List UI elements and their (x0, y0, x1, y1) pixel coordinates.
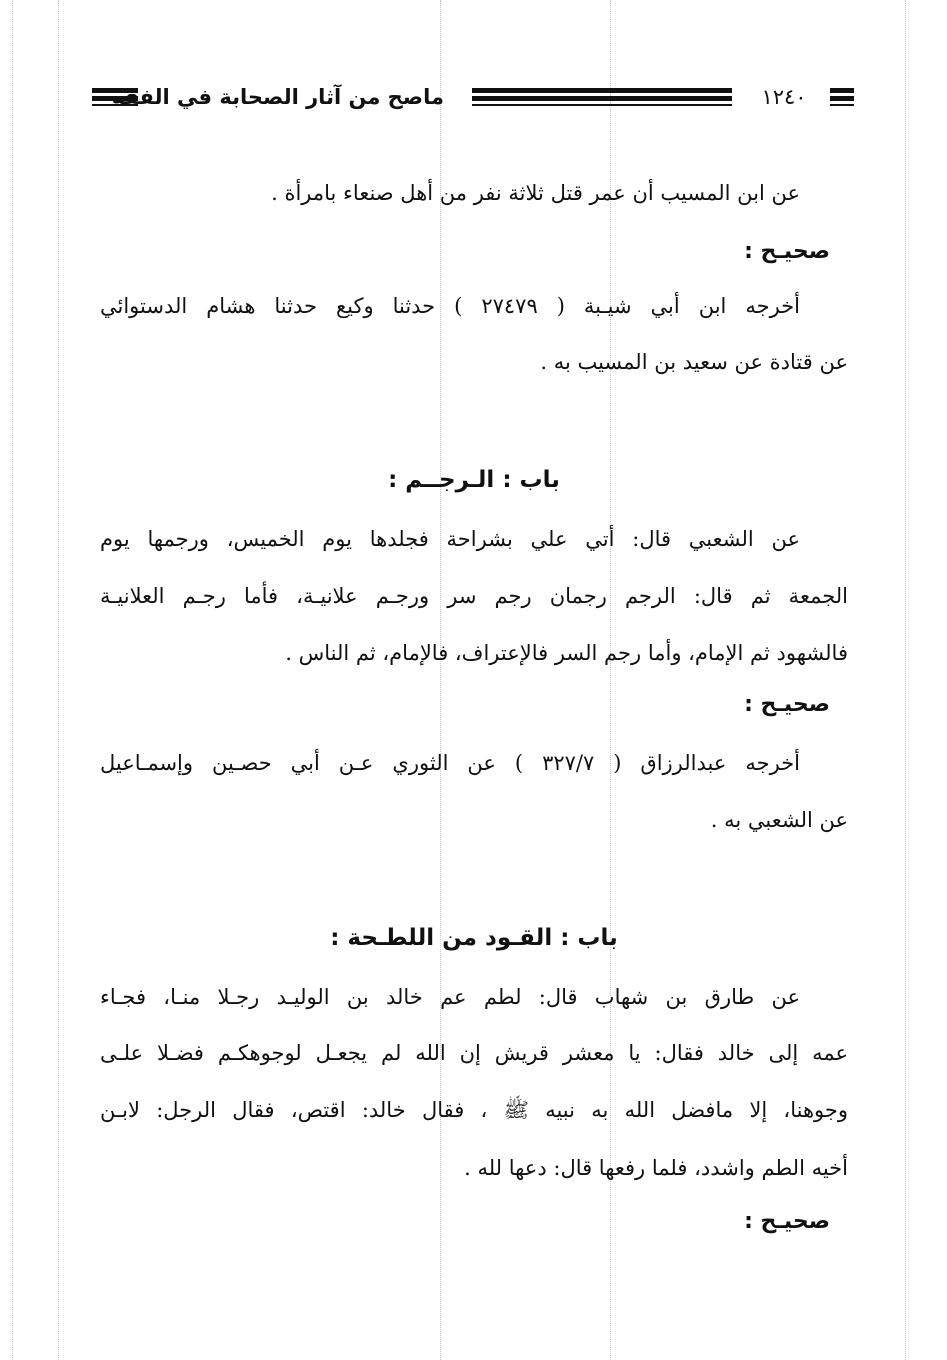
athar-text-line: الجمعة ثم قال: الرجم رجمان رجم سر ورجـم علانيـة، فأما رجـم العلانيـة (100, 584, 848, 608)
chapter-heading: باب : الـرجــم : (388, 467, 560, 493)
athar-text-line: عن طارق بن شهاب قال: لطم عم خالد بن الوليـد رجـلا منـا، فجـاء (100, 985, 800, 1009)
takhrij-line: عن الشعبي به . (710, 808, 848, 832)
grade-label: صحيـح : (744, 692, 830, 717)
athar-text-line: عن ابن المسيب أن عمر قتل ثلاثة نفر من أهل صنعاء بامرأة . (271, 181, 800, 205)
book-title: ماصح من آثار الصحابة في الفقه (111, 85, 444, 109)
athar-text-line: عمه إلى خالد فقال: يا معشر قريش إن الله لم يجعـل لوجوهكـم فضـلا علـى (100, 1041, 848, 1065)
takhrij-line: أخرجه ابن أبي شيـبة ( ٢٧٤٧٩ ) حدثنا وكيع حدثنا هشام الدستوائي (100, 294, 800, 318)
grade-label: صحيـح : (744, 1209, 830, 1234)
takhrij-line: عن قتادة عن سعيد بن المسيب به . (540, 350, 848, 374)
scan-artifact-line (58, 0, 59, 1360)
chapter-heading: باب : القـود من اللطـحة : (330, 925, 618, 951)
grade-label: صحيـح : (744, 239, 830, 264)
header-rule-middle (472, 88, 732, 108)
athar-text-line: فالشهود ثم الإمام، وأما رجم السر فالإعتراف، فالإمام، ثم الناس . (285, 641, 848, 665)
athar-text-line: وجوهنا، إلا مافضل الله به نبيه ﷺ ، فقال خالد: اقتص، فقال الرجل: لابـن (100, 1098, 848, 1122)
page-number: ١٢٤٠ (761, 85, 807, 109)
scan-artifact-line (12, 0, 13, 1360)
scan-artifact-line (905, 0, 906, 1360)
athar-text-line: أخيه الطم واشدد، فلما رفعها قال: دعها لله . (464, 1156, 848, 1180)
athar-text-line: عن الشعبي قال: أتي علي بشراحة فجلدها يوم الخميس، ورجمها يوم (100, 527, 800, 551)
takhrij-line: أخرجه عبدالرزاق ( ٣٢٧/٧ ) عن الثوري عـن أبي حصـين وإسمـاعيل (100, 751, 800, 775)
running-header (92, 80, 854, 116)
header-rule-right (830, 88, 854, 108)
